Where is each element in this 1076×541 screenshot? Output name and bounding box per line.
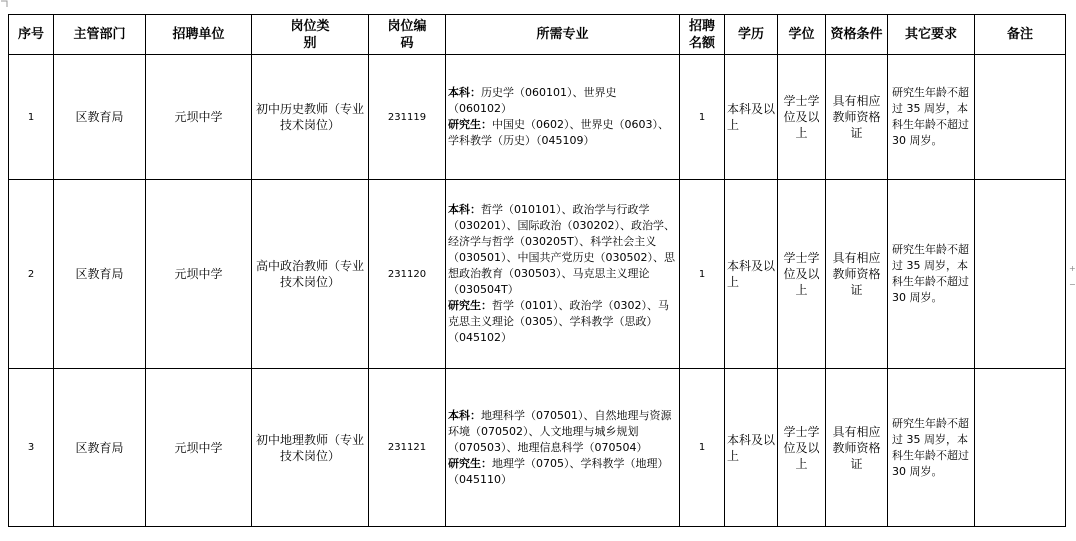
cell-category: 初中地理教师（专业技术岗位） xyxy=(252,369,369,527)
undergrad-majors: 哲学（010101）、政治学与行政学（030201）、国际政治（030202）、政治学、经济学与哲学（030205T）、科学社会主义（030501）、中国共产党历史（030502）、思想政治教育（030503）、马克思主义理论（030504T） xyxy=(448,203,675,296)
spreadsheet-corner-icon xyxy=(0,0,8,8)
cell-degree: 学士学位及以上 xyxy=(778,180,826,369)
cell-other: 研究生年龄不超过 35 周岁，本科生年龄不超过 30 周岁。 xyxy=(888,55,975,180)
cell-code: 231121 xyxy=(369,369,446,527)
cell-degree: 学士学位及以上 xyxy=(778,55,826,180)
table-row xyxy=(9,369,1066,527)
header-quota: 招聘名额 xyxy=(680,15,725,55)
cell-degree: 学士学位及以上 xyxy=(778,369,826,527)
cell-major xyxy=(446,55,680,180)
cell-qualification: 具有相应教师资格证 xyxy=(826,55,888,180)
header-dept: 主管部门 xyxy=(54,15,146,55)
header-category: 岗位类别 xyxy=(252,15,369,55)
cell-remark xyxy=(975,180,1066,369)
undergrad-label: 本科： xyxy=(448,203,481,216)
cell-education: 本科及以上 xyxy=(725,55,778,180)
recruitment-table xyxy=(8,14,1066,527)
cell-education: 本科及以上 xyxy=(725,369,778,527)
cell-quota: 1 xyxy=(680,55,725,180)
cell-dept: 区教育局 xyxy=(54,55,146,180)
header-seq: 序号 xyxy=(9,15,54,55)
header-code: 岗位编码 xyxy=(369,15,446,55)
header-other: 其它要求 xyxy=(888,15,975,55)
header-qualification: 资格条件 xyxy=(826,15,888,55)
undergrad-majors: 地理科学（070501）、自然地理与资源环境（070502）、人文地理与城乡规划（070503）、地理信息科学（070504） xyxy=(448,408,672,454)
header-remark: 备注 xyxy=(975,15,1066,55)
cell-unit: 元坝中学 xyxy=(146,180,252,369)
resize-handle-icon[interactable]: − xyxy=(1069,280,1076,289)
cell-education: 本科及以上 xyxy=(725,180,778,369)
cell-remark xyxy=(975,55,1066,180)
undergrad-label: 本科： xyxy=(448,86,481,99)
cell-category: 初中历史教师（专业技术岗位） xyxy=(252,55,369,180)
header-row xyxy=(9,15,1066,55)
cell-quota: 1 xyxy=(680,180,725,369)
cell-unit: 元坝中学 xyxy=(146,55,252,180)
cell-qualification: 具有相应教师资格证 xyxy=(826,180,888,369)
undergrad-label: 本科： xyxy=(448,408,481,422)
cell-dept: 区教育局 xyxy=(54,369,146,527)
cell-seq: 3 xyxy=(9,369,54,527)
cell-code: 231120 xyxy=(369,180,446,369)
resize-handle-icon[interactable]: + xyxy=(1069,264,1076,273)
header-unit: 招聘单位 xyxy=(146,15,252,55)
cell-remark xyxy=(975,369,1066,527)
table-row xyxy=(9,180,1066,369)
cell-other: 研究生年龄不超过 35 周岁，本科生年龄不超过 30 周岁。 xyxy=(888,180,975,369)
grad-label: 研究生： xyxy=(448,118,492,131)
grad-majors: 地理学（0705）、学科教学（地理）（045110） xyxy=(448,456,669,486)
grad-label: 研究生： xyxy=(448,456,492,470)
cell-major xyxy=(446,180,680,369)
undergrad-majors: 历史学（060101）、世界史（060102） xyxy=(448,86,617,115)
cell-code: 231119 xyxy=(369,55,446,180)
cell-seq: 2 xyxy=(9,180,54,369)
grad-majors: 中国史（0602）、世界史（0603）、学科教学（历史）（045109） xyxy=(448,118,669,147)
cell-qualification: 具有相应教师资格证 xyxy=(826,369,888,527)
cell-unit: 元坝中学 xyxy=(146,369,252,527)
cell-other: 研究生年龄不超过 35 周岁，本科生年龄不超过 30 周岁。 xyxy=(888,369,975,527)
header-major: 所需专业 xyxy=(446,15,680,55)
table-row xyxy=(9,55,1066,180)
header-degree: 学位 xyxy=(778,15,826,55)
cell-quota: 1 xyxy=(680,369,725,527)
grad-label: 研究生： xyxy=(448,299,492,312)
header-education: 学历 xyxy=(725,15,778,55)
cell-major xyxy=(446,369,680,527)
grad-majors: 哲学（0101）、政治学（0302）、马克思主义理论（0305）、学科教学（思政）（045102） xyxy=(448,299,669,344)
cell-category: 高中政治教师（专业技术岗位） xyxy=(252,180,369,369)
cell-seq: 1 xyxy=(9,55,54,180)
cell-dept: 区教育局 xyxy=(54,180,146,369)
